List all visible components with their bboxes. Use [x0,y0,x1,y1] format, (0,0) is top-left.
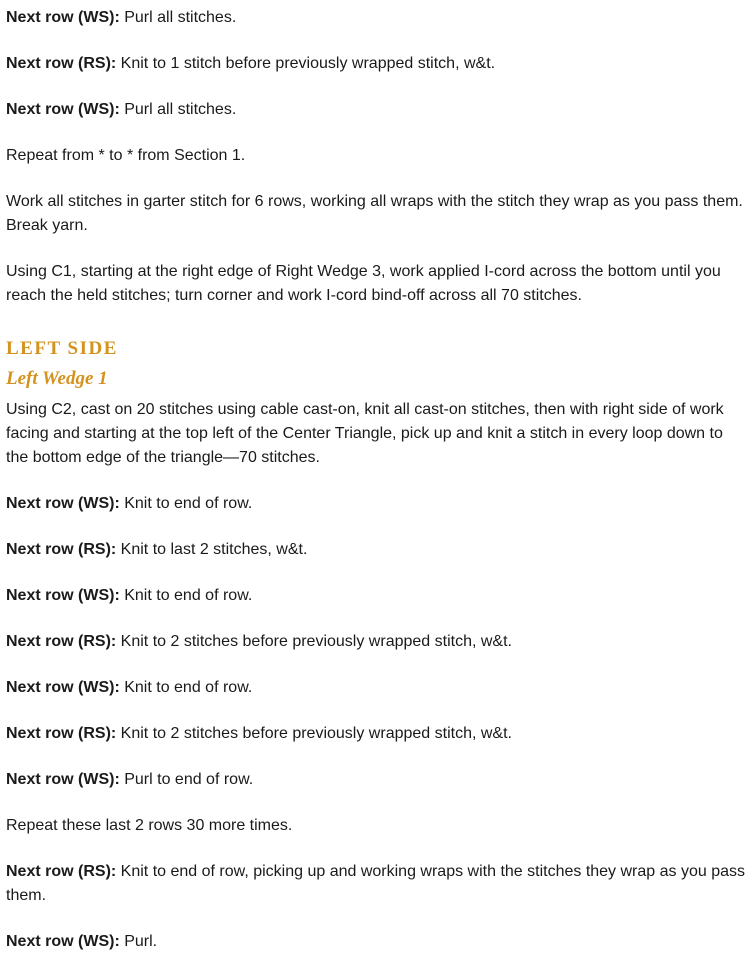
row-text: Knit to 1 stitch before previously wrapped stitch, w&t. [116,55,496,72]
instruction-row [6,98,746,122]
row-label: Next row (RS): [6,55,117,72]
instruction-row [6,52,746,76]
instruction-row [6,722,746,746]
row-label: Next row (WS): [6,679,120,696]
instruction-row [6,930,746,954]
section-heading: LEFT SIDE [6,338,118,359]
instruction-row [6,492,746,516]
row-text: Purl to end of row. [119,771,254,788]
row-text: Knit to last 2 stitches, w&t. [116,541,308,558]
instruction-row [6,584,746,608]
cast-on-paragraph: Using C2, cast on 20 stitches using cable cast-on, knit all cast-on stitches, then with right side of work facing and starting at the top left of the Center Triangle, pick up and knit a stitch in every loop down to the bottom edge of the triangle—70 stitches. [6,401,724,466]
row-text: Knit to end of row, picking up and working wraps with the stitches they wrap as you pass them. [6,863,746,904]
repeat-section-note: Repeat from * to * from Section 1. [6,147,246,164]
row-text: Purl all stitches. [119,101,237,118]
garter-paragraph: Work all stitches in garter stitch for 6 rows, working all wraps with the stitch they wrap as you pass them. Break yarn. [6,193,743,234]
instruction-row [6,630,746,654]
pattern-page [6,6,746,954]
row-text: Knit to end of row. [119,495,253,512]
row-text: Purl all stitches. [119,9,237,26]
row-label: Next row (WS): [6,771,120,788]
row-label: Next row (RS): [6,633,117,650]
instruction-row [6,676,746,700]
row-label: Next row (WS): [6,9,120,26]
row-label: Next row (WS): [6,101,120,118]
instruction-row [6,768,746,792]
instruction-row [6,860,746,908]
row-text: Knit to 2 stitches before previously wrapped stitch, w&t. [116,725,512,742]
row-text: Knit to end of row. [119,679,253,696]
row-label: Next row (RS): [6,725,117,742]
sub-heading: Left Wedge 1 [6,368,108,389]
row-label: Next row (WS): [6,933,120,950]
row-label: Next row (RS): [6,541,117,558]
row-label: Next row (WS): [6,495,120,512]
row-text: Purl. [119,933,158,950]
icord-paragraph: Using C1, starting at the right edge of Right Wedge 3, work applied I-cord across the bottom until you reach the held stitches; turn corner and work I-cord bind-off across all 70 stitches. [6,263,721,304]
row-label: Next row (RS): [6,863,117,880]
instruction-row [6,6,746,30]
instruction-row [6,538,746,562]
repeat-last-note: Repeat these last 2 rows 30 more times. [6,817,293,834]
row-label: Next row (WS): [6,587,120,604]
row-text: Knit to end of row. [119,587,253,604]
row-text: Knit to 2 stitches before previously wrapped stitch, w&t. [116,633,512,650]
